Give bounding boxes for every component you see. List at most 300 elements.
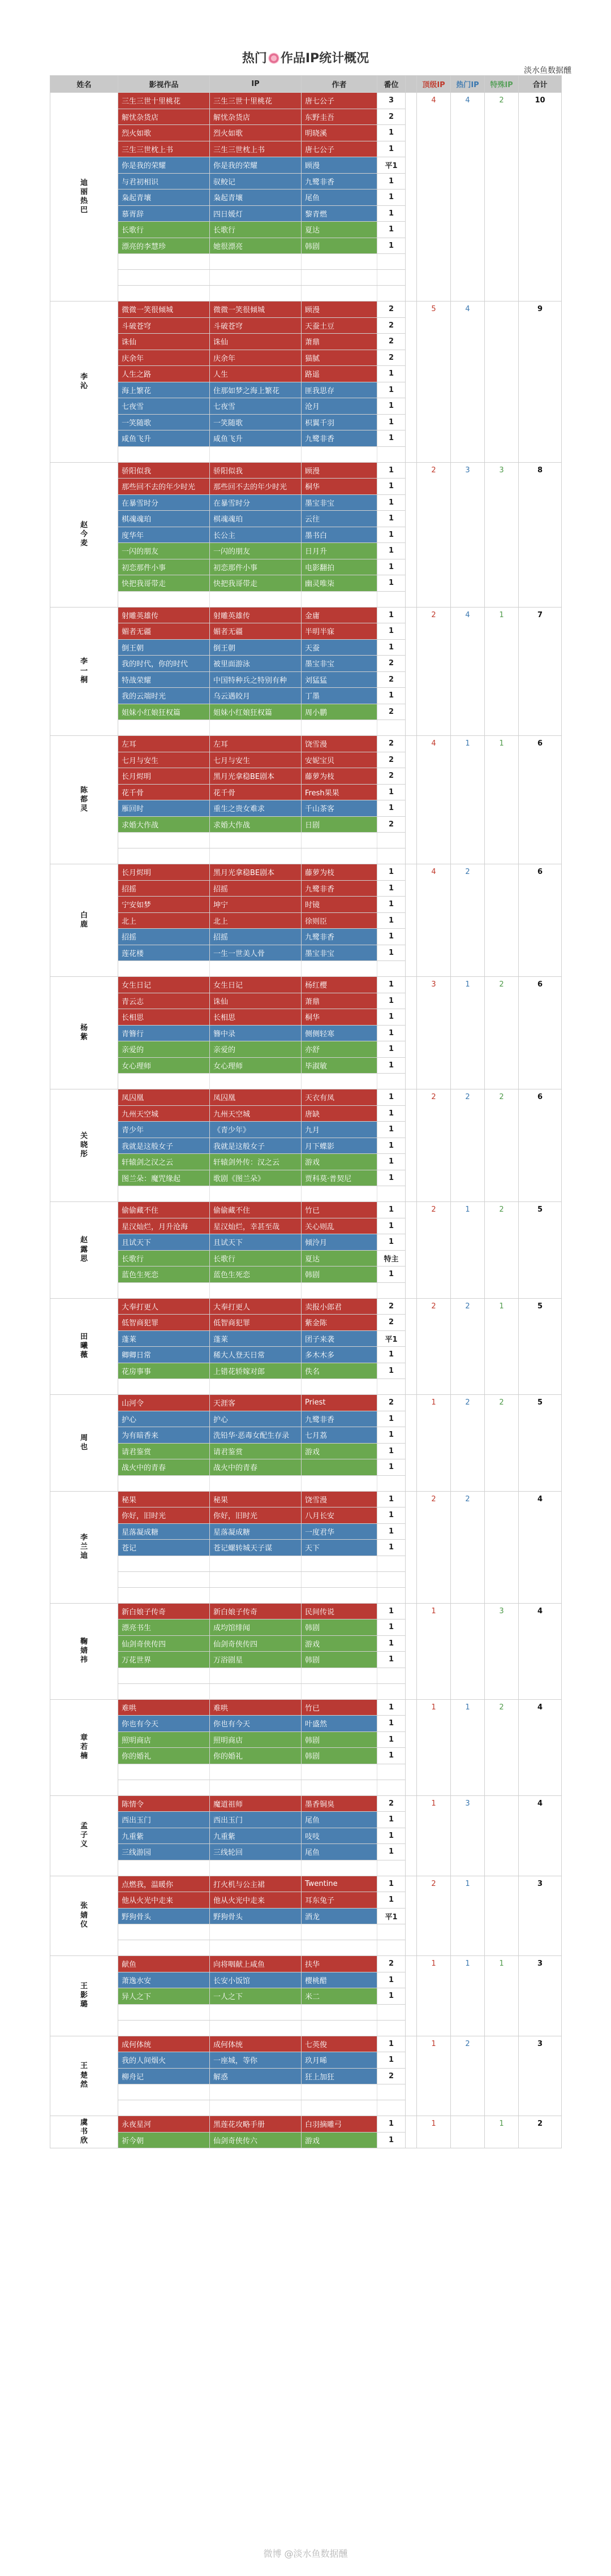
author-cell: 周小鹏 [302,704,377,720]
rank-cell: 1 [377,688,406,704]
author-cell: 枳翼千羽 [302,414,377,430]
author-cell: 尾鱼 [302,1812,377,1828]
ip-cell: 成何体统 [210,2036,302,2052]
actor-name: 赵 今 麦 [50,462,118,607]
work-cell: 九州天空城 [118,1105,210,1122]
rank-cell: 1 [377,382,406,398]
rank-cell: 2 [377,334,406,350]
ip-cell: 天涯客 [210,1395,302,1411]
table-row [50,2116,562,2133]
total-count: 9 [519,301,562,463]
ip-cell: 星汉灿烂，幸甚至哉 [210,1218,302,1234]
table-row [50,93,562,109]
top-ip-count: 1 [417,1699,451,1795]
empty-cell [118,720,210,736]
ip-cell: 花千骨 [210,784,302,800]
ip-cell: 照明商店 [210,1731,302,1748]
actor-name: 虞 书 欣 [50,2116,118,2148]
author-cell: 桐华 [302,1009,377,1026]
ip-cell: 蓬莱 [210,1330,302,1347]
special-ip-count: 3 [485,462,519,607]
work-cell: 在暴雪时分 [118,494,210,511]
rank-cell: 1 [377,1347,406,1363]
special-ip-count [485,301,519,463]
hot-ip-count: 3 [451,1795,485,1876]
ip-cell: 庆余年 [210,350,302,366]
author-cell: 杨红樱 [302,977,377,993]
ip-cell: 女生日记 [210,977,302,993]
ip-cell: 洗铅华·恶毒女配生存录 [210,1427,302,1444]
rank-cell: 1 [377,238,406,254]
total-count: 4 [519,1491,562,1603]
ip-cell: 一闪的朋友 [210,543,302,559]
hot-ip-count: 1 [451,1876,485,1956]
work-cell: 一闪的朋友 [118,543,210,559]
empty-cell [210,1668,302,1683]
work-cell: 你好，旧时光 [118,1507,210,1524]
empty-cell [377,446,406,462]
col-header-author: 作者 [302,76,377,93]
author-cell: 九鹭非香 [302,880,377,897]
empty-cell [302,1379,377,1395]
author-cell: 团子来袭 [302,1330,377,1347]
col-header-actor: 姓名 [50,76,118,93]
work-cell: 萧逸水安 [118,1972,210,1988]
work-cell: 我就是这般女子 [118,1138,210,1154]
rank-cell: 1 [377,1892,406,1909]
ip-cell: 野狗骨头 [210,1908,302,1924]
ip-cell: 一人之下 [210,1988,302,2005]
empty-cell [210,1556,302,1571]
empty-cell [302,286,377,301]
empty-cell [210,446,302,462]
rank-cell: 3 [377,93,406,109]
author-cell: 尾鱼 [302,1844,377,1860]
top-ip-count: 2 [417,607,451,736]
empty-cell [377,2004,406,2020]
work-cell: 长相思 [118,1009,210,1026]
table-row [50,1089,562,1106]
author-cell: 顾漫 [302,301,377,318]
work-cell: 蓬莱 [118,1330,210,1347]
work-cell: 照明商店 [118,1731,210,1748]
rank-cell: 1 [377,205,406,222]
work-cell: 偷偷藏不住 [118,1202,210,1218]
actor-name: 陈 都 灵 [50,736,118,864]
author-cell: 卖报小郎君 [302,1298,377,1315]
ip-cell: 招摇 [210,929,302,945]
empty-cell [118,1924,210,1940]
special-ip-count: 2 [485,1202,519,1299]
header-row [50,76,562,93]
rank-cell: 1 [377,1635,406,1652]
spacer-cell [406,462,417,607]
work-cell: 庆余年 [118,350,210,366]
empty-cell [118,270,210,286]
ip-cell: 请君鉴赏 [210,1443,302,1459]
rank-cell: 平1 [377,157,406,174]
empty-cell [377,833,406,848]
work-cell: 左耳 [118,736,210,752]
work-cell: 青少年 [118,1122,210,1138]
work-cell: 你是我的荣耀 [118,157,210,174]
ip-cell: 苍记螺转城天子谋 [210,1540,302,1556]
empty-cell [377,1764,406,1780]
top-ip-count: 2 [417,1202,451,1299]
empty-cell [302,961,377,977]
table-row [50,1491,562,1507]
author-cell: 游戏 [302,1443,377,1459]
author-cell: 天衣有凤 [302,1089,377,1106]
empty-cell [118,254,210,270]
actor-name: 鞠 婧 祎 [50,1603,118,1699]
empty-cell [210,1764,302,1780]
empty-cell [302,2100,377,2116]
ip-cell: 诛仙 [210,334,302,350]
empty-cell [377,848,406,864]
empty-cell [118,2100,210,2116]
hot-ip-count: 1 [451,1699,485,1795]
special-ip-count: 2 [485,1089,519,1202]
empty-cell [302,833,377,848]
actor-name: 关 晓 彤 [50,1089,118,1202]
empty-cell [377,270,406,286]
author-cell: 萧鼎 [302,334,377,350]
work-cell: 海上繁花 [118,382,210,398]
rank-cell: 1 [377,494,406,511]
author-cell: 七月荔 [302,1427,377,1444]
rank-cell: 1 [377,222,406,238]
work-cell: 人生之路 [118,366,210,382]
rank-cell: 1 [377,800,406,817]
rank-cell: 2 [377,671,406,688]
special-ip-count: 1 [485,736,519,864]
empty-cell [118,961,210,977]
work-cell: 我的时代，你的时代 [118,656,210,672]
rank-cell: 2 [377,317,406,334]
ip-cell: 射雕英雄传 [210,607,302,623]
rank-cell: 1 [377,1540,406,1556]
author-cell: 饶雪漫 [302,1491,377,1507]
hot-ip-count: 1 [451,736,485,864]
rank-cell: 1 [377,430,406,447]
empty-cell [118,286,210,301]
author-cell: 桐华 [302,479,377,495]
author-cell: 九鹭非香 [302,929,377,945]
author-cell: 九月 [302,1122,377,1138]
empty-cell [302,1186,377,1202]
empty-cell [377,2084,406,2100]
rank-cell: 1 [377,1218,406,1234]
rank-cell: 1 [377,912,406,929]
empty-cell [118,2020,210,2036]
top-ip-count: 2 [417,1089,451,1202]
rank-cell: 1 [377,543,406,559]
empty-cell [118,1571,210,1587]
work-cell: 新白娘子传奇 [118,1603,210,1619]
empty-cell [377,1186,406,1202]
author-cell: 多木木多 [302,1347,377,1363]
ip-cell: 骄阳似我 [210,462,302,479]
work-cell: 大奉打更人 [118,1298,210,1315]
rank-cell: 1 [377,864,406,881]
ip-stats-table [50,75,562,2148]
total-count: 10 [519,93,562,301]
ip-cell: 坤宁 [210,897,302,913]
ip-cell: 斗破苍穹 [210,317,302,334]
empty-cell [302,1668,377,1683]
author-cell: 墨宝非宝 [302,945,377,961]
empty-cell [118,1683,210,1699]
ip-cell: 打火机与公主裙 [210,1876,302,1892]
author-cell: 藤萝为枝 [302,864,377,881]
empty-cell [210,270,302,286]
rank-cell: 1 [377,1731,406,1748]
empty-cell [377,1940,406,1956]
empty-cell [210,1074,302,1089]
ip-cell: 解忧杂货店 [210,109,302,125]
author-cell: 叶盛然 [302,1716,377,1732]
col-header-rank: 番位 [377,76,406,93]
author-cell: 酒龙 [302,1908,377,1924]
empty-cell [210,2084,302,2100]
special-ip-count: 3 [485,1603,519,1699]
rank-cell: 2 [377,704,406,720]
work-cell: 七夜雪 [118,398,210,415]
spacer-cell [406,736,417,864]
ip-cell: 求婚大作战 [210,816,302,833]
rank-cell: 1 [377,1748,406,1764]
ip-cell: 七夜雪 [210,398,302,415]
author-cell: 千山茶客 [302,800,377,817]
special-ip-count: 1 [485,1298,519,1395]
ip-cell: 微微一笑很倾城 [210,301,302,318]
rank-cell: 1 [377,1057,406,1074]
work-cell: 他从火光中走来 [118,1892,210,1909]
total-count: 6 [519,864,562,977]
author-cell [302,1459,377,1476]
author-cell: 唐缺 [302,1105,377,1122]
rank-cell: 2 [377,656,406,672]
empty-cell [377,1924,406,1940]
empty-cell [210,1683,302,1699]
author-cell: 韩剧 [302,1731,377,1748]
rank-cell: 1 [377,527,406,543]
rank-cell: 1 [377,479,406,495]
rank-cell: 1 [377,189,406,206]
ip-cell: 重生之贵女难求 [210,800,302,817]
rank-cell: 1 [377,1009,406,1026]
work-cell: 图兰朵：魔咒缘起 [118,1170,210,1186]
work-cell: 长歌行 [118,222,210,238]
hot-ip-count: 4 [451,93,485,301]
ip-cell: 倒王朝 [210,639,302,656]
rank-cell: 2 [377,1795,406,1812]
ip-cell: 星落凝成糖 [210,1523,302,1540]
special-ip-count [485,1795,519,1876]
table-body [50,93,562,2148]
author-cell: 唐七公子 [302,141,377,157]
author-cell: 紫金陈 [302,1315,377,1331]
author-cell: 墨宝非宝 [302,656,377,672]
empty-cell [210,591,302,607]
rank-cell: 2 [377,768,406,785]
top-ip-count: 1 [417,1795,451,1876]
spacer-cell [406,1298,417,1395]
empty-cell [377,1683,406,1699]
work-cell: 斗破苍穹 [118,317,210,334]
ip-cell: 长公主 [210,527,302,543]
empty-cell [118,833,210,848]
spacer-cell [406,1089,417,1202]
rank-cell: 2 [377,350,406,366]
empty-cell [302,848,377,864]
author-cell: 萧鼎 [302,993,377,1009]
author-cell: 白羽摘雕弓 [302,2116,377,2133]
total-count: 3 [519,1956,562,2036]
top-ip-count: 2 [417,1298,451,1395]
actor-name: 田 曦 薇 [50,1298,118,1395]
author-cell: 天蚕土豆 [302,317,377,334]
work-cell: 凤囚凰 [118,1089,210,1106]
top-ip-count: 1 [417,2116,451,2148]
rank-cell: 1 [377,1972,406,1988]
empty-cell [118,1780,210,1795]
empty-cell [302,1764,377,1780]
actor-name: 王 影 璐 [50,1956,118,2036]
ip-cell: 九重紫 [210,1828,302,1844]
rank-cell: 2 [377,736,406,752]
work-cell: 射雕英雄传 [118,607,210,623]
empty-cell [118,1379,210,1395]
top-ip-count: 1 [417,2036,451,2116]
author-cell: 唐七公子 [302,93,377,109]
rank-cell: 1 [377,1619,406,1636]
special-ip-count: 1 [485,607,519,736]
total-count: 3 [519,2036,562,2116]
col-header-special-ip: 特殊IP [485,76,519,93]
work-cell: 西出玉门 [118,1812,210,1828]
empty-cell [377,1556,406,1571]
work-cell: 难哄 [118,1699,210,1716]
author-cell: 游戏 [302,1635,377,1652]
empty-cell [377,1668,406,1683]
special-ip-count: 2 [485,1395,519,1492]
empty-cell [377,2100,406,2116]
work-cell: 花房事事 [118,1363,210,1379]
work-cell: 献鱼 [118,1956,210,1972]
work-cell: 烈火如歌 [118,125,210,141]
author-cell: 玖月晞 [302,2052,377,2069]
ip-cell: 你好，旧时光 [210,1507,302,1524]
author-cell: 关心则乱 [302,1218,377,1234]
spacer-cell [406,93,417,301]
empty-cell [118,446,210,462]
ip-cell: 一座城，等你 [210,2052,302,2069]
spacer-cell [406,2036,417,2116]
empty-cell [302,2020,377,2036]
table-row [50,1795,562,1812]
actor-name: 赵 露 思 [50,1202,118,1299]
author-cell: 尾鱼 [302,189,377,206]
empty-cell [302,2084,377,2100]
table-row [50,2036,562,2052]
empty-cell [210,1940,302,1956]
ip-cell: 魔道祖师 [210,1795,302,1812]
hot-ip-count [451,2116,485,2148]
rank-cell: 1 [377,1812,406,1828]
table-row [50,977,562,993]
empty-cell [302,1940,377,1956]
actor-name: 白 鹿 [50,864,118,977]
hot-ip-count: 2 [451,864,485,977]
hot-ip-count [451,1603,485,1699]
rank-cell: 2 [377,301,406,318]
empty-cell [210,1587,302,1603]
ip-cell: 轩辕剑外传：汉之云 [210,1154,302,1170]
author-cell: 狂上加狂 [302,2068,377,2084]
work-cell: 长月烬明 [118,864,210,881]
work-cell: 七月与安生 [118,752,210,768]
author-cell: Priest [302,1395,377,1411]
rank-cell: 1 [377,141,406,157]
spacer-cell [406,977,417,1089]
table-row [50,607,562,623]
ip-cell: 长歌行 [210,1250,302,1267]
empty-cell [377,1587,406,1603]
ip-cell: 歌剧《图兰朵》 [210,1170,302,1186]
ip-cell: 且试天下 [210,1234,302,1251]
hot-ip-count: 2 [451,1491,485,1603]
work-cell: 雁回时 [118,800,210,817]
hot-ip-count: 2 [451,1395,485,1492]
rank-cell: 1 [377,414,406,430]
ip-cell: 被里面游泳 [210,656,302,672]
ip-cell: 稀大人登天日常 [210,1347,302,1363]
title-prefix: 热门 [242,51,267,66]
ip-cell: 她很漂亮 [210,238,302,254]
ip-cell: 三生三世枕上书 [210,141,302,157]
author-cell: 丁墨 [302,688,377,704]
special-ip-count: 1 [485,2116,519,2148]
rank-cell: 1 [377,1041,406,1058]
empty-cell [118,1668,210,1683]
rank-cell: 1 [377,1491,406,1507]
empty-cell [302,2004,377,2020]
author-cell: 佚名 [302,1363,377,1379]
author-cell: 猫腻 [302,350,377,366]
table-row [50,301,562,318]
top-ip-count: 2 [417,1876,451,1956]
author-cell: 月下蝶影 [302,1138,377,1154]
rank-cell: 1 [377,2036,406,2052]
work-cell: 祈今朝 [118,2132,210,2148]
author-cell: 樱桃醋 [302,1972,377,1988]
empty-cell [118,1186,210,1202]
table-row [50,864,562,881]
rank-cell: 1 [377,1699,406,1716]
work-cell: 特战荣耀 [118,671,210,688]
rank-cell: 2 [377,2068,406,2084]
author-cell: 半明半寐 [302,623,377,640]
empty-cell [302,446,377,462]
empty-cell [118,1556,210,1571]
rank-cell: 1 [377,462,406,479]
top-ip-count: 1 [417,1956,451,2036]
author-cell: 夏达 [302,222,377,238]
work-cell: 三生三世枕上书 [118,141,210,157]
empty-cell [118,1940,210,1956]
